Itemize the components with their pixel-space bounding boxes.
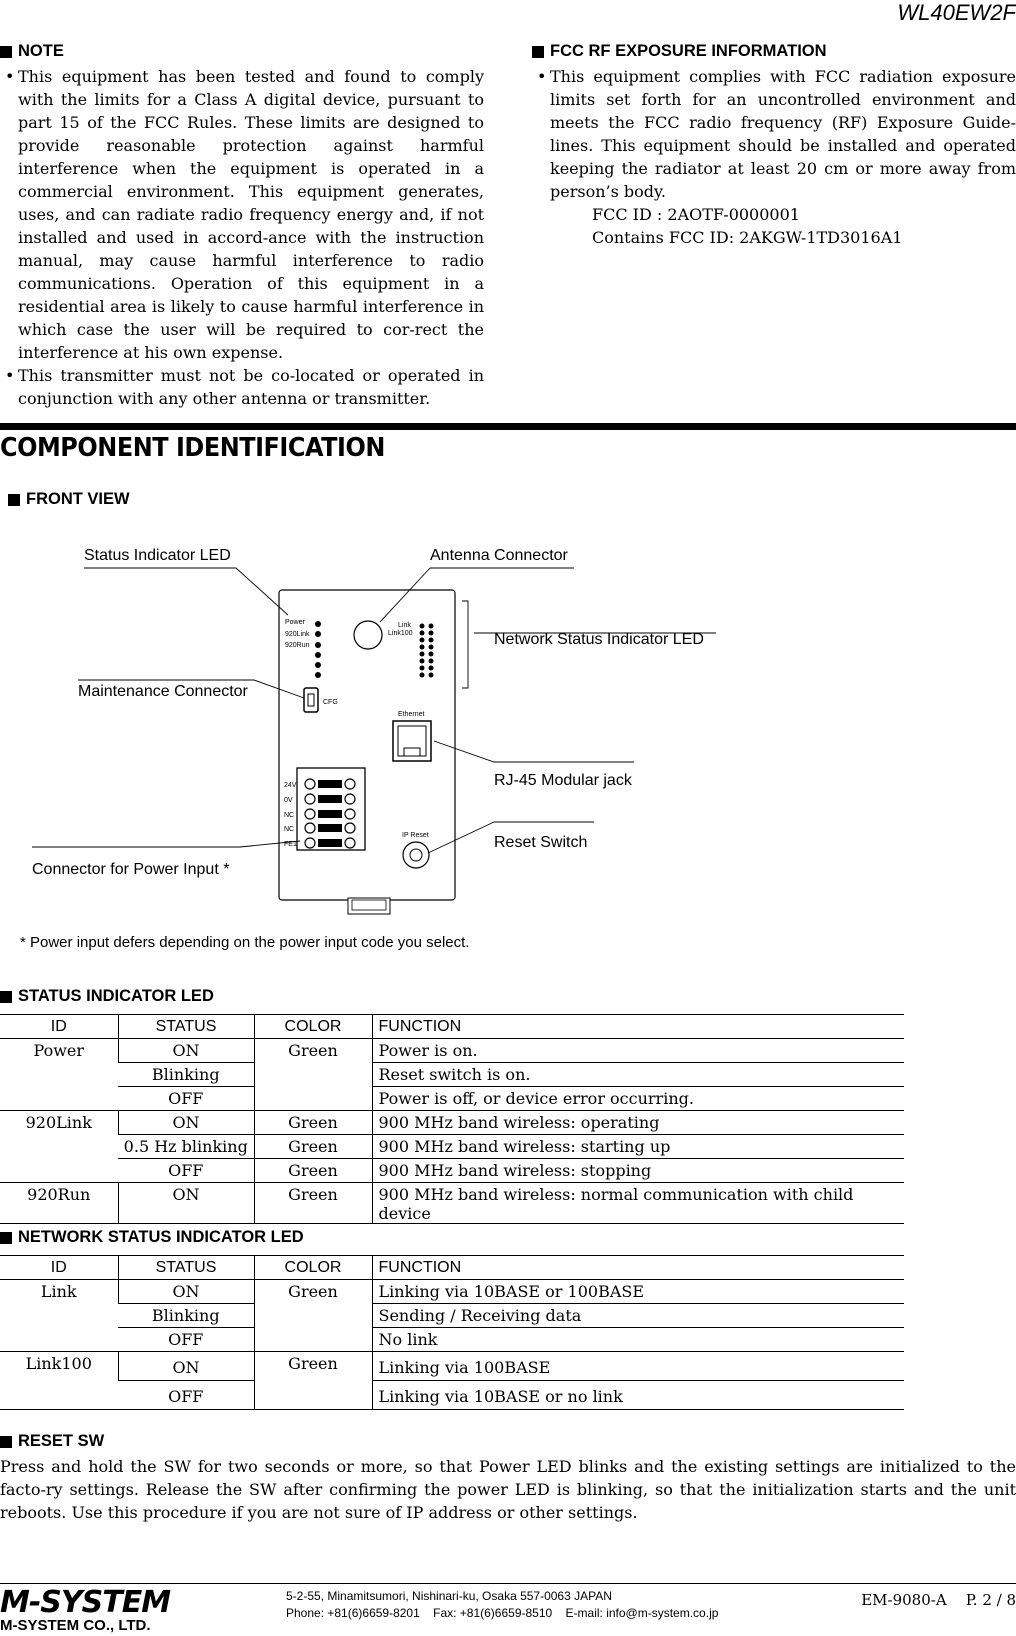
cell-status: 0.5 Hz blinking [118, 1135, 254, 1159]
network-led-title: NETWORK STATUS INDICATOR LED [18, 1228, 304, 1246]
cell-id: Power [0, 1039, 118, 1111]
cell-id: Link100 [0, 1352, 118, 1410]
cell-function: 900 MHz band wireless: stopping [372, 1159, 904, 1183]
reset-sw-heading [0, 1432, 104, 1451]
status-led-title: STATUS INDICATOR LED [18, 987, 214, 1005]
logo-text: M-SYSTEM [0, 1585, 171, 1617]
table-row [0, 1183, 904, 1224]
table-row [0, 1381, 904, 1410]
cell-function: Power is off, or device error occurring. [372, 1087, 904, 1111]
table-row [0, 1135, 904, 1159]
cell-function: Linking via 10BASE or 100BASE [372, 1280, 904, 1304]
model-number: WL40EW2F [897, 0, 1016, 25]
table-row [0, 1304, 904, 1328]
cell-status: OFF [118, 1087, 254, 1111]
section-rule [0, 423, 1016, 430]
fcc-heading [532, 42, 1016, 61]
footer-rule [0, 1583, 1016, 1584]
table-row [0, 1111, 904, 1135]
front-view-heading [8, 490, 130, 509]
label-link100: Link100 [388, 630, 413, 637]
cell-color: Green [254, 1352, 372, 1410]
note-heading [0, 42, 484, 61]
cell-status: ON [118, 1183, 254, 1224]
fcc-section [532, 42, 1016, 249]
col-id: ID [0, 1256, 118, 1280]
cell-color: Green [254, 1039, 372, 1111]
reset-sw-title: RESET SW [18, 1432, 105, 1450]
cell-function: 900 MHz band wireless: operating [372, 1111, 904, 1135]
cell-status: OFF [118, 1159, 254, 1183]
col-color: COLOR [254, 1015, 372, 1039]
cell-id: 920Link [0, 1111, 118, 1183]
label-nc1: NC [284, 812, 295, 819]
note-section [0, 42, 484, 410]
cell-function: 900 MHz band wireless: starting up [372, 1135, 904, 1159]
table-row [0, 1328, 904, 1352]
cell-function: Linking via 10BASE or no link [372, 1381, 904, 1410]
cell-color: Green [254, 1135, 372, 1159]
cell-status: OFF [118, 1381, 254, 1410]
table-row [0, 1280, 904, 1304]
label-ip-reset: IP Reset [402, 832, 429, 839]
cell-status: Blinking [118, 1304, 254, 1328]
label-24v: 24V [284, 782, 297, 789]
square-bullet-icon [532, 46, 544, 58]
fcc-bullet: • This equipment complies with FCC radiation exposure limits set forth for an uncontrolled environment and meets the FCC radio frequency (RF) Exposure Guide-lines. This equipment should be installed and operated keeping the radiator at least 20 cm or more away from person’s body. [532, 65, 1016, 203]
msystem-logo [0, 1585, 180, 1617]
reset-sw-text: Press and hold the SW for two seconds or more, so that Power LED blinks and the existing settings are initialized to the facto-ry settings. Release the SW after confirming the power LED is blinking, so that the initialization starts and the unit reboots. Use this procedure if you are not sure of IP address or other settings. [0, 1457, 1016, 1522]
cell-status: OFF [118, 1328, 254, 1352]
network-led-table [0, 1255, 904, 1410]
label-cfg: CFG [323, 699, 338, 706]
document-id: EM-9080-A P. 2 / 8 [861, 1591, 1016, 1609]
label-link: Link [398, 622, 411, 629]
cell-status: Blinking [118, 1063, 254, 1087]
label-nc2: NC [284, 826, 295, 833]
component-title: COMPONENT IDENTIFICATION [0, 433, 385, 463]
company-address: 5-2-55, Minamitsumori, Nishinari-ku, Osaka 557-0063 JAPAN [286, 1589, 612, 1603]
callout-reset: Reset Switch [494, 834, 588, 851]
cell-status: ON [118, 1111, 254, 1135]
callout-maintenance: Maintenance Connector [78, 683, 248, 700]
square-bullet-icon [0, 991, 12, 1003]
cell-color: Green [254, 1183, 372, 1224]
table-row [0, 1063, 904, 1087]
square-bullet-icon [0, 46, 12, 58]
device-foot [348, 898, 390, 914]
cell-id: Link [0, 1280, 118, 1352]
maintenance-connector [304, 688, 318, 712]
front-view-title: FRONT VIEW [26, 490, 130, 508]
table-row [0, 1159, 904, 1183]
callout-network-led: Network Status Indicator LED [494, 631, 704, 648]
cell-id: 920Run [0, 1183, 118, 1224]
label-920run: 920Run [285, 642, 310, 649]
table-row [0, 1352, 904, 1381]
antenna-connector [354, 621, 382, 649]
cell-function: Linking via 100BASE [372, 1352, 904, 1381]
cell-function: Power is on. [372, 1039, 904, 1063]
cell-function: No link [372, 1328, 904, 1352]
cell-function: Reset switch is on. [372, 1063, 904, 1087]
company-name: M-SYSTEM CO., LTD. [0, 1617, 151, 1634]
col-function: FUNCTION [372, 1256, 904, 1280]
cell-function: Sending / Receiving data [372, 1304, 904, 1328]
cell-status: ON [118, 1039, 254, 1063]
cell-color: Green [254, 1280, 372, 1352]
callout-rj45: RJ-45 Modular jack [494, 772, 632, 789]
col-status: STATUS [118, 1015, 254, 1039]
callout-power-input: Connector for Power Input * [32, 861, 230, 878]
note-title: NOTE [18, 42, 64, 60]
callout-antenna: Antenna Connector [430, 547, 568, 564]
note-bullet-1: • This equipment has been tested and found to comply with the limits for a Class A digital device, pursuant to part 15 of the FCC Rules. These limits are designed to provide reasonable protection against harmful interference when the equipment is operated in a commercial environment. This equipment generates, uses, and can radiate radio frequency energy and, if not installed and used in accord-ance with the instruction manual, may cause harmful interference to radio communications. Operation of this equipment in a residential area is likely to cause harmful interference in which case the user will be required to cor-rect the interference at his own expense. [0, 65, 484, 364]
status-led-table [0, 1014, 904, 1224]
company-contact: Phone: +81(6)6659-8201 Fax: +81(6)6659-8510 E-mail: info@m-system.co.jp [286, 1606, 719, 1620]
cell-status: ON [118, 1352, 254, 1381]
label-power: Power [285, 619, 305, 626]
status-led-heading [0, 987, 214, 1006]
cell-color: Green [254, 1111, 372, 1135]
square-bullet-icon [0, 1436, 12, 1448]
network-led-heading [0, 1228, 304, 1247]
fcc-title: FCC RF EXPOSURE INFORMATION [550, 42, 827, 60]
label-0v: 0V [284, 797, 293, 804]
callout-status-led: Status Indicator LED [84, 547, 231, 564]
col-function: FUNCTION [372, 1015, 904, 1039]
table-row [0, 1039, 904, 1063]
table-row [0, 1087, 904, 1111]
label-ethernet: Ethernet [398, 711, 425, 718]
front-view-footnote: * Power input defers depending on the power input code you select. [20, 934, 470, 951]
note-bullet-2: • This transmitter must not be co-located or operated in conjunction with any other antenna or transmitter. [0, 364, 484, 410]
fcc-contains: Contains FCC ID: 2AKGW-1TD3016A1 [592, 228, 903, 247]
cell-status: ON [118, 1280, 254, 1304]
col-color: COLOR [254, 1256, 372, 1280]
square-bullet-icon [0, 1232, 12, 1244]
cell-function: 900 MHz band wireless: normal communication with child device [372, 1183, 904, 1224]
square-bullet-icon [8, 494, 20, 506]
col-status: STATUS [118, 1256, 254, 1280]
label-920link: 920Link [285, 631, 310, 638]
label-fe1: FE1 [284, 841, 297, 848]
cell-color: Green [254, 1159, 372, 1183]
fcc-id: FCC ID : 2AOTF-0000001 [592, 205, 800, 224]
col-id: ID [0, 1015, 118, 1039]
